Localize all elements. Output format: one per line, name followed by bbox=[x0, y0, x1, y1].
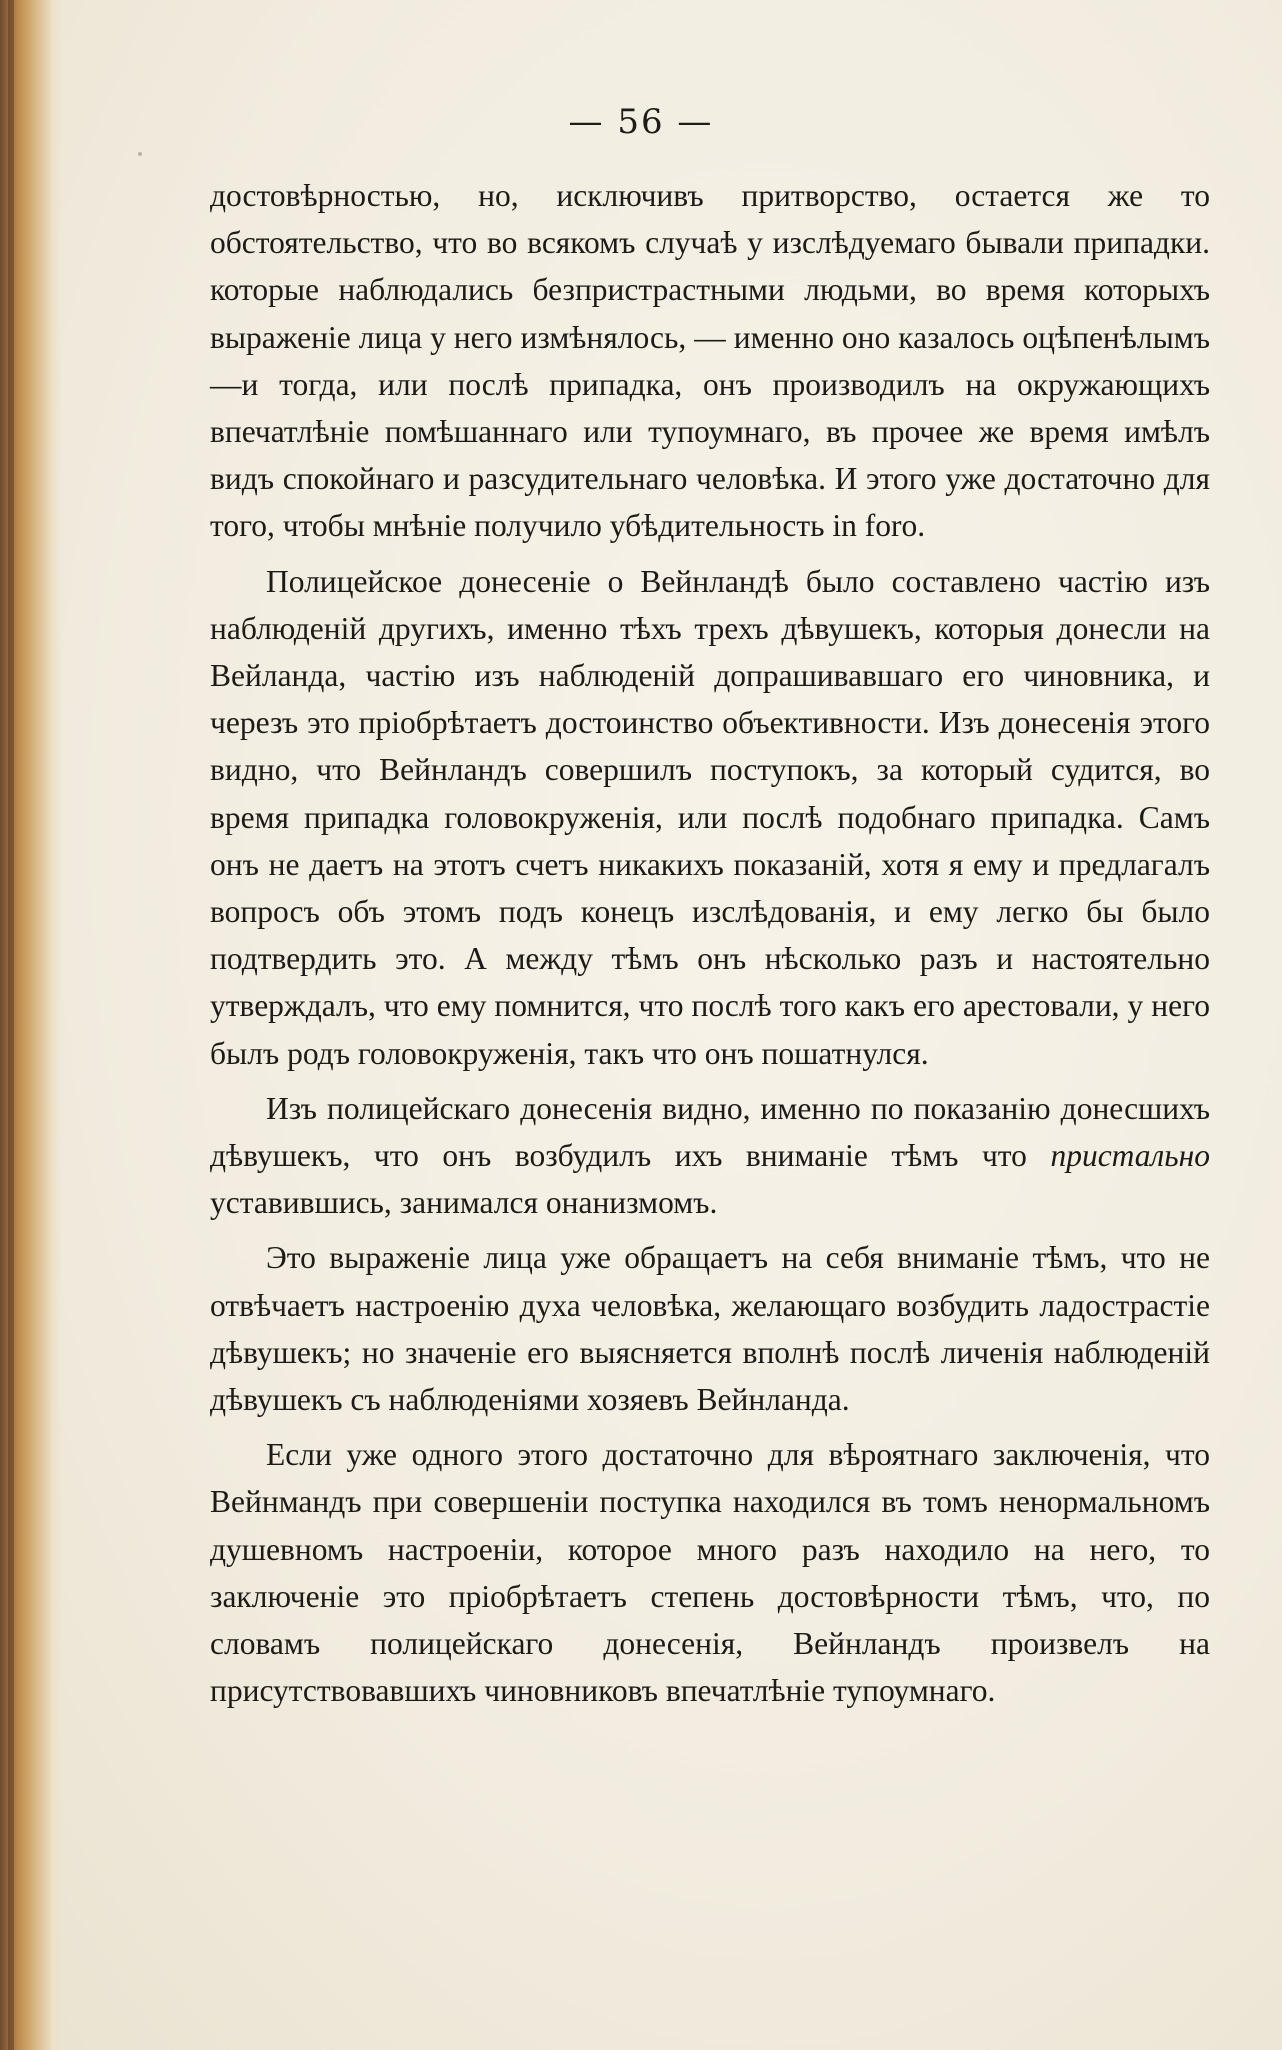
paragraph-text: Полицейское донесеніе о Вейнландѣ было составлено частію изъ наблюденій другихъ, именно тѣхъ трехъ дѣвушекъ, которыя донесли на Вейланда, частію изъ наблюденій допрашивавшаго его чиновника, и черезъ это пріобрѣтаетъ достоинство объективности. Изъ донесенія этого видно, что Вейнландъ совершилъ поступокъ, за который судится, во время припадка головокруженія, или послѣ подобнаго припадка. Самъ онъ не даетъ на этотъ счетъ никакихъ показаній, хотя я ему и предлагалъ вопросъ объ этомъ подъ конецъ изслѣдованія, и ему легко бы было подтвердить это. А между тѣмъ онъ нѣсколько разъ и настоятельно утверждалъ, что ему помнится, что послѣ того какъ его арестовали, у него былъ родъ головокруженія, такъ что онъ пошатнулся. bbox=[210, 563, 1210, 1071]
paragraph-1 bbox=[210, 172, 1210, 550]
italic-word: пристально bbox=[1050, 1138, 1210, 1174]
page-number: — 56 — bbox=[568, 102, 714, 142]
paragraph-text: Это выраженіе лица уже обращаетъ на себя вниманіе тѣмъ, что не отвѣчаетъ настроенію духа человѣка, желающаго возбудить ладострастіе дѣвушекъ; но значеніе его выясняется вполнѣ послѣ личенія наблюденій дѣвушекъ съ наблюденіями хозяевъ Вейнланда. bbox=[210, 1240, 1210, 1418]
paragraph-3 bbox=[210, 1085, 1210, 1227]
body-text bbox=[210, 172, 1210, 1723]
paragraph-text: достовѣрностью, но, исключивъ притворство, остается же то обстоятельство, что во всякомъ случаѣ у изслѣдуемаго бывали припадки. которые наблюдались безпристрастными людьми, во время которыхъ выраженіе лица у него измѣнялось, — именно оно казалось оцѣпенѣлымъ—и тогда, или послѣ припадка, онъ производилъ на окружающихъ впечатлѣніе помѣшаннаго или тупоумнаго, въ прочее же время имѣлъ видъ спокойнаго и разсудительнаго человѣка. И этого уже достаточно для того, чтобы мнѣніе получило убѣдительность in foro. bbox=[210, 178, 1210, 544]
paragraph-4 bbox=[210, 1234, 1210, 1423]
book-binding-edge bbox=[0, 0, 62, 2050]
paragraph-5 bbox=[210, 1431, 1210, 1714]
paragraph-text: Если уже одного этого достаточно для вѣроятнаго заключенія, что Вейнмандъ при совершеніи поступка находился въ томъ ненормальномъ душевномъ настроеніи, которое много разъ находило на него, то заключеніе это пріобрѣтаетъ степень достовѣрности тѣмъ, что, по словамъ полицейскаго донесенія, Вейнландъ произвелъ на присутствовавшихъ чиновниковъ впечатлѣніе тупоумнаго. bbox=[210, 1437, 1210, 1709]
paragraph-text: уставившись, занимался онанизмомъ. bbox=[210, 1185, 718, 1221]
paper-speck bbox=[138, 152, 142, 156]
paragraph-text: Изъ полицейскаго донесенія видно, именно по показанію донесшихъ дѣвушекъ, что онъ возбудилъ ихъ вниманіе тѣмъ что bbox=[210, 1090, 1210, 1174]
binding-stripe bbox=[8, 0, 14, 2050]
paragraph-2 bbox=[210, 558, 1210, 1077]
